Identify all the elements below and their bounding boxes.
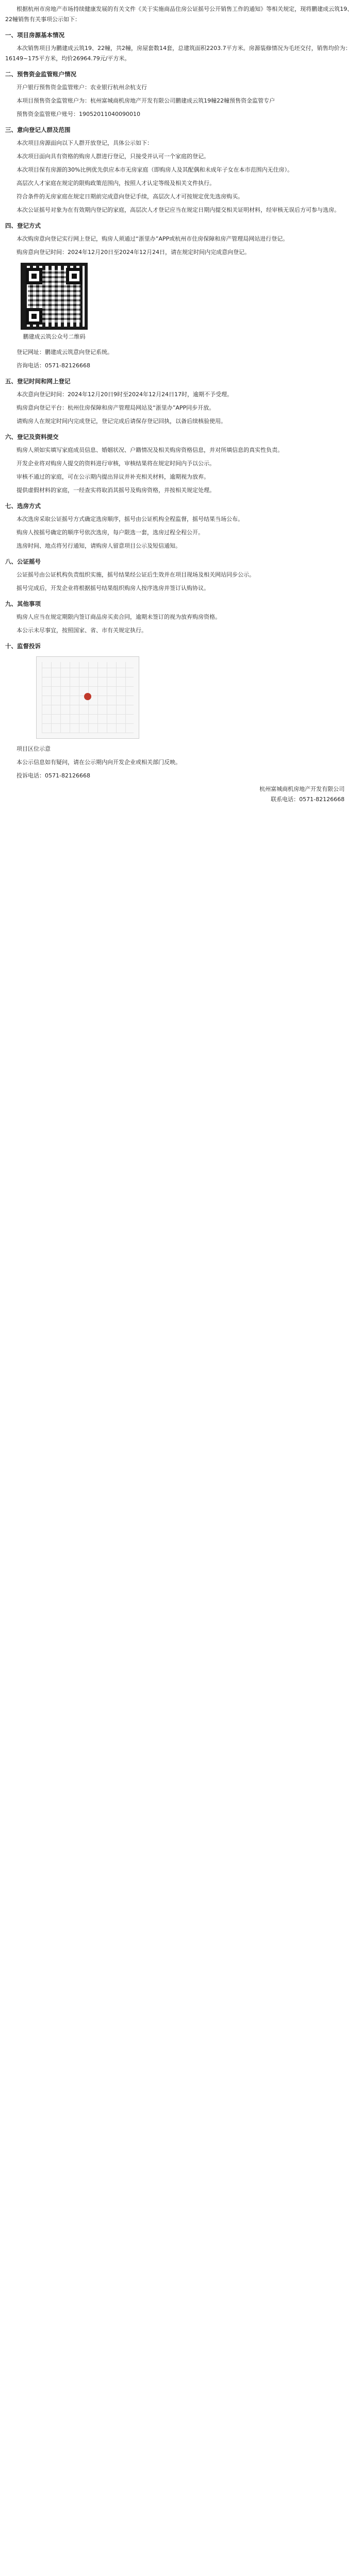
signoff-company: 杭州富城商机房地产开发有限公司 [259,786,345,792]
qr-code-caption: 鹏建成云筑公众号二维码 [23,333,86,340]
section-8-para-1: 公证摇号由公证机构负责组织实施，摇号结果经公证后生效并在项目现场及相关网站同步公示。 [17,571,255,578]
section-6-para-2: 开发企业将对购房人提交的资料进行审核，审核结果将在规定时间内予以公示。 [17,460,215,467]
section-10-title: 十、监督投诉 [5,642,41,650]
signoff-phone-label: 联系电话： [271,796,300,803]
map-caption: 项目区位示意 [17,745,51,752]
intro-paragraph: 根据杭州市房地产市场持续健康发展的有关文件《关于实施商品住房公证摇号公开销售工作的通知》等相关规定，现将鹏建成云筑19、22幢销售有关事项公示如下： [5,6,353,23]
section-8-para-2: 摇号完成后，开发企业将根据摇号结果组织购房人按序选房并签订认购协议。 [17,585,209,591]
section-6 [5,432,355,496]
signoff [5,784,355,805]
section-6-title: 六、登记及资料提交 [5,433,59,440]
section-7-para-1: 本次选房采取公证摇号方式确定选房顺序，摇号由公证机构全程监督，摇号结果当场公布。 [17,516,243,522]
section-1-title: 一、项目房源基本情况 [5,31,64,39]
section-4-title: 四、登记方式 [5,222,41,229]
section-5-para-2: 购房意向登记平台：杭州住房保障和房产管理局网站及“浙里办”APP同步开放。 [17,404,215,411]
section-4-para-4: 咨询电话：0571-82126668 [17,362,90,369]
section-9-title: 九、其他事项 [5,600,41,607]
section-9-para-1: 购房人应当在规定期限内签订商品房买卖合同，逾期未签订的视为放弃购房资格。 [17,614,221,620]
qr-code-image [21,263,88,330]
section-7-title: 七、选房方式 [5,502,41,510]
section-4-para-2: 购房意向登记时间：2024年12月20日至2024年12月24日，请在规定时间内完成意向登记。 [17,249,250,256]
section-10-para-1: 本公示信息如有疑问，请在公示期内向开发企业或相关部门反映。 [17,759,181,766]
section-3-para-2: 本次项目面向具有资格的购房人群进行登记，只接受并认可一个家庭的登记。 [17,153,209,160]
section-4-para-3: 登记网址：鹏建成云筑意向登记系统。 [17,349,113,355]
section-6-para-3: 审核不通过的家庭，可在公示期内提出异议并补充相关材料，逾期视为放弃。 [17,473,209,480]
section-7-para-3: 选房时间、地点将另行通知，请购房人留意项目公示及短信通知。 [17,543,181,549]
section-10-para-2: 投诉电话：0571-82126668 [17,772,90,779]
location-map [36,656,139,739]
section-3-para-3: 本次项目保有房源的30%比例优先供应本市无房家庭（即购房人及其配偶和未成年子女在本市范围内无住房）。 [17,166,293,173]
section-3-para-5: 符合条件的无房家庭在规定日期前完成意向登记手续，高层次人才可按规定优先选房购买。 [17,193,243,200]
section-4 [5,221,355,371]
section-8-title: 八、公证摇号 [5,558,41,565]
section-7-para-2: 购房人按摇号确定的顺序号依次选房，每户限选一套，选房过程全程公开。 [17,529,204,536]
section-3-para-1: 本次项目房源面向以下人群开放登记，具体公示如下： [17,140,153,146]
section-2-para-2: 本项目预售资金监管账户为：杭州富城商机房地产开发有限公司鹏建成云筑19幢22幢预售资金监管专户 [17,97,275,104]
signoff-phone: 0571-82126668 [299,796,345,803]
section-4-para-1: 本次购房意向登记实行网上登记，购房人须通过“浙里办”APP或杭州市住房保障和房产管理局网站进行登记。 [17,235,289,242]
section-6-para-4: 提供虚假材料的家庭，一经查实将取消其摇号及购房资格，并按相关规定处理。 [17,487,215,494]
section-2-title: 二、预售资金监管账户情况 [5,71,76,78]
section-5-para-3: 请购房人在规定时间内完成登记，登记完成后请保存登记回执，以备后续核验使用。 [17,418,226,425]
section-3 [5,125,355,215]
qr-code-block [15,263,93,342]
location-pin-icon [84,693,91,700]
section-2-para-1: 开户银行预售资金监管账户：农业银行杭州余杭支行 [17,84,147,91]
section-6-para-1: 购房人须如实填写家庭成员信息、婚姻状况、户籍情况及相关购房资格信息，并对所填信息的真实性负责。 [17,447,283,453]
section-2-para-3: 预售资金监管账户账号：19052011040090010 [17,111,140,117]
signoff-phone-line [5,794,345,805]
section-9 [5,599,355,636]
section-5-title: 五、登记时间和网上登记 [5,378,71,385]
section-1 [5,30,355,64]
section-8 [5,556,355,594]
section-5-para-1: 本次意向登记时间：2024年12月20日9时至2024年12月24日17时，逾期不予受理。 [17,391,233,398]
section-2 [5,69,355,120]
section-5 [5,376,355,427]
section-1-para-1: 本次销售项目为鹏建成云筑19、22幢，共2幢，房屋套数14套，总建筑面积2203.7平方米。房源装修情况为毛坯交付，销售均价为：16149~175平方米，均价26964.79元/平方米。 [5,45,351,62]
section-3-para-6: 本次公证摇号对象为在有效期内登记的家庭，高层次人才登记应当在规定日期内提交相关证明材料，经审核无误后方可参与选房。 [17,207,340,213]
section-7 [5,501,355,551]
section-3-title: 三、意向登记人群及范围 [5,126,71,133]
section-10 [5,641,355,781]
section-9-para-2: 本公示未尽事宜，按照国家、省、市有关规定执行。 [17,627,147,634]
section-3-para-4: 高层次人才家庭在规定的限购政策范围内，按照人才认定等级及相关文件执行。 [17,180,215,187]
